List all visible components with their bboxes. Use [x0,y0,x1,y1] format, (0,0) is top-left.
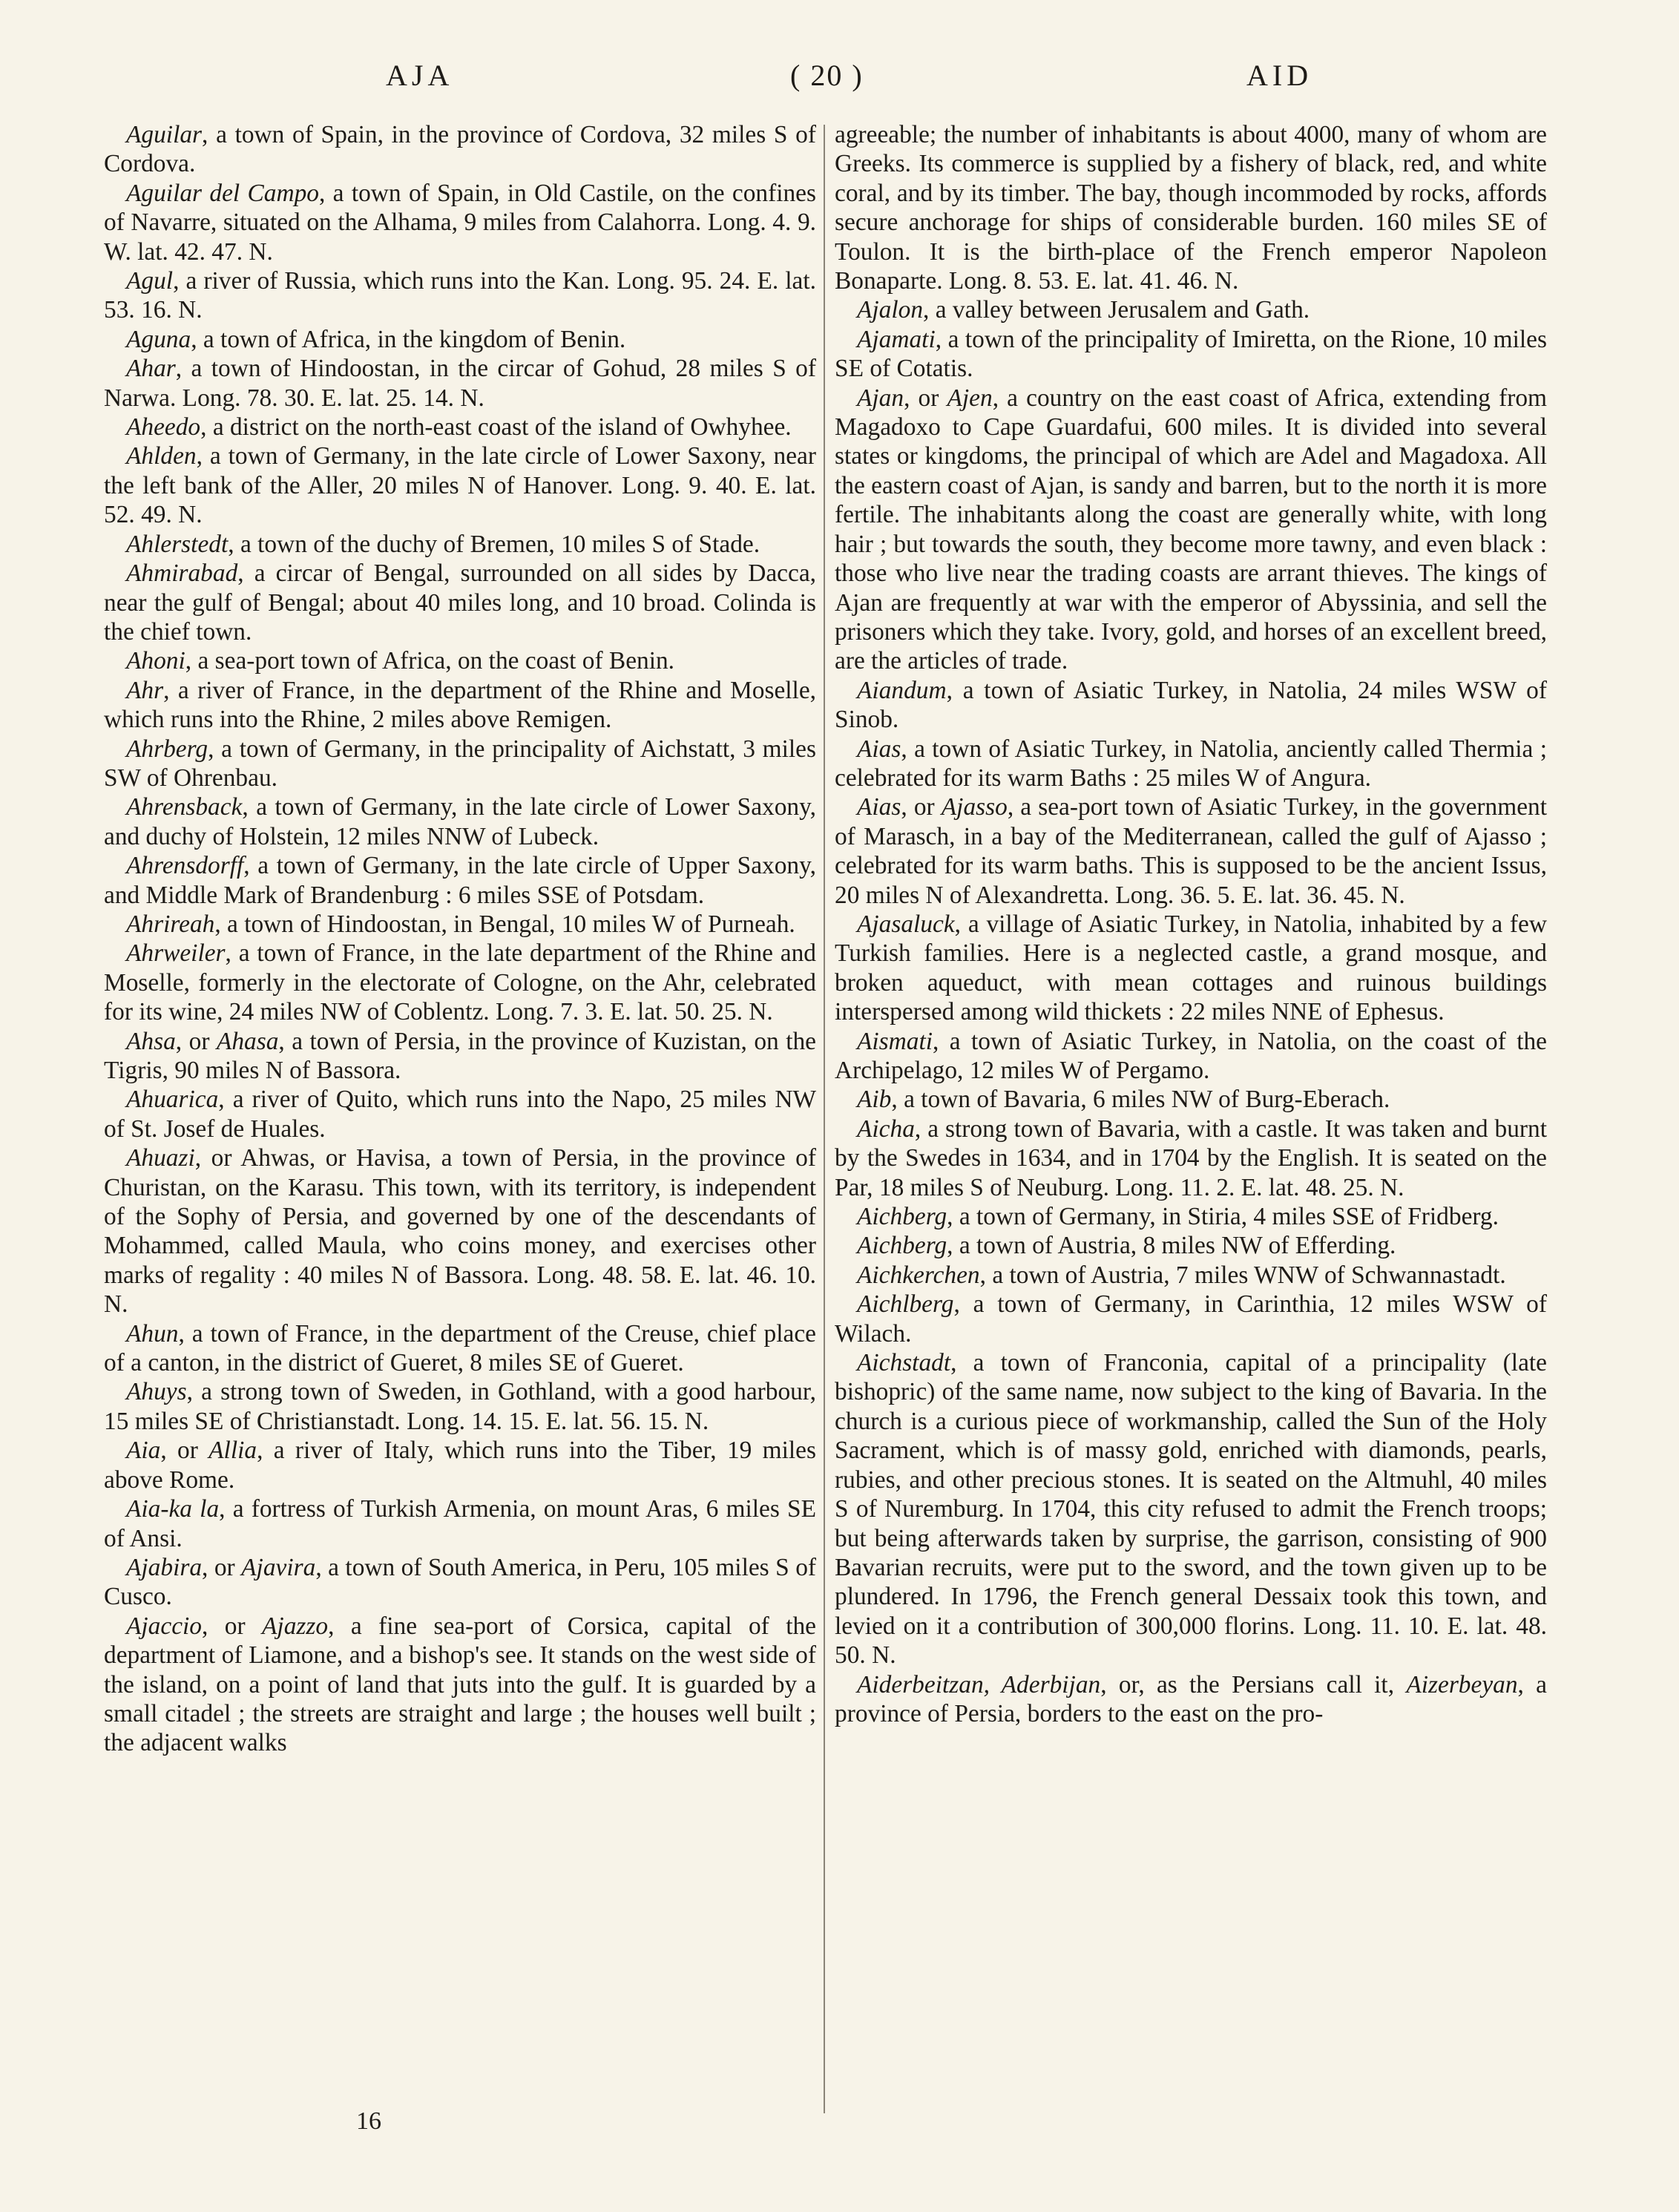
gazetteer-entry [104,1377,816,1436]
gazetteer-entry [104,851,816,910]
entry-text: , a town of Austria, 8 miles NW of Efferding. [947,1232,1396,1260]
entry-headword: Aichstadt [857,1349,951,1377]
running-header [111,58,1565,102]
entry-alternate-name: Ajavira [241,1553,316,1581]
entry-text-continued: , a province of Persia, borders to the east on the pro- [835,1670,1547,1727]
entry-headword: Aias [857,793,901,821]
entry-text: , a village of Asiatic Turkey, in Natolia, inhabited by a few Turkish families. Here is a neglected castle, a grand mosque, and broken aqueduct, with mean cottages and ruinous buildings interspersed among wild thickets : 22 miles NNE of Ephesus. [835,910,1547,1026]
gazetteer-entry [104,1027,816,1086]
entry-text: , or [160,1437,209,1465]
entry-text: , a town of Spain, in the province of Cordova, 32 miles S of Cordova. [104,121,816,178]
entry-text: , a district on the north-east coast of the island of Owhyhee. [200,413,792,442]
entry-headword: Aichlberg [857,1290,954,1319]
entry-text: , or [175,1027,217,1055]
right-column [835,120,1547,1728]
gazetteer-entry [835,792,1547,910]
entry-alternate-name: Ajazzo [262,1612,329,1640]
gazetteer-entry [104,676,816,735]
gazetteer-entry [835,1231,1547,1260]
entry-text: , a town of Africa, in the kingdom of Benin. [191,325,626,353]
gazetteer-entry [104,646,816,675]
entry-text: , a town of Germany, in the late circle of Lower Saxony, and duchy of Holstein, 12 miles NNW of Lubeck. [104,793,816,850]
gazetteer-entry [104,1494,816,1553]
entry-text: , a strong town of Bavaria, with a castle. It was taken and burnt by the Swedes in 1634, and in 1704 by the English. It is seated on the Par, 18 miles S of Neuburg. Long. 11. 2. E. lat. 48. 25. N. [835,1115,1547,1201]
entry-text: , a strong town of Sweden, in Gothland, with a good harbour, 15 miles SE of Christianstadt. Long. 14. 15. E. lat. 56. 15. N. [104,1378,816,1435]
gazetteer-entry [835,325,1547,384]
entry-headword: Aia [126,1437,161,1465]
gazetteer-entry [104,354,816,413]
entry-alternate-name: Ajen [947,384,993,412]
entry-headword: Aiderbeitzan, Aderbijan [857,1670,1101,1699]
entry-headword: Ahr [126,676,164,704]
entry-headword: Ahsa [126,1027,176,1055]
entry-headword: Ahuys [126,1378,187,1406]
entry-text: , a fortress of Turkish Armenia, on mount Aras, 6 miles SE of Ansi. [104,1495,816,1552]
gazetteer-entry [104,530,816,559]
entry-headword: Ahrensback [126,793,243,821]
gazetteer-entry [835,1115,1547,1202]
entry-headword: Agul [126,267,174,295]
entry-text: , a town of Spain, in Old Castile, on the confines of Navarre, situated on the Alhama, 9 miles from Calahorra. Long. 4. 9. W. lat. 42. 47. N. [104,179,816,266]
entry-alternate-name: Ajasso [941,793,1008,821]
gazetteer-entry [104,442,816,529]
entry-headword: Aiandum [857,676,947,704]
gazetteer-entry [104,1436,816,1494]
gazetteer-entry [104,1143,816,1319]
entry-headword: Ahun [126,1319,179,1348]
entry-alternate-name: Aizerbeyan [1406,1670,1518,1699]
entry-headword: Aichkerchen [857,1261,980,1289]
gazetteer-entry [835,1027,1547,1086]
entry-text: , a town of France, in the department of the Creuse, chief place of a canton, in the district of Gueret, 8 miles SE of Gueret. [104,1319,816,1377]
entry-headword: Ahoni [126,647,185,675]
entry-text: , or [901,793,942,821]
entry-text: , a town of Bavaria, 6 miles NW of Burg-Eberach. [891,1086,1390,1114]
entry-text-continued: , a river of Italy, which runs into the Tiber, 19 miles above Rome. [104,1437,816,1494]
entry-text: , a town of the principality of Imiretta, on the Rione, 10 miles SE of Cotatis. [835,325,1547,383]
gazetteer-entry [835,120,1547,295]
entry-text: , a river of Quito, which runs into the Napo, 25 miles NW of St. Josef de Huales. [104,1086,816,1143]
entry-text: , or [201,1612,263,1640]
entry-headword: Aichberg [857,1232,947,1260]
entry-headword: Aguilar del Campo [126,179,319,207]
entry-headword: Ahlden [126,442,197,470]
gazetteer-entry [104,120,816,179]
entry-headword: Aia-ka la [126,1495,220,1523]
entry-headword: Aichberg [857,1203,947,1231]
gazetteer-entry [104,179,816,266]
entry-text: , a town of Germany, in the late circle of Upper Saxony, and Middle Mark of Brandenburg : 6 miles SSE of Potsdam. [104,852,816,909]
gazetteer-entry [104,559,816,646]
entry-text: , or [202,1553,242,1581]
entry-text: , a river of Russia, which runs into the Kan. Long. 95. 24. E. lat. 53. 16. N. [104,267,816,324]
entry-headword: Ahrberg [126,735,208,763]
entry-text: , a town of the duchy of Bremen, 10 miles S of Stade. [228,530,760,558]
gazetteer-entry [104,792,816,851]
entry-headword: Ahlerstedt [126,530,229,558]
gazetteer-entry [104,910,816,939]
entry-headword: Ajabira [126,1553,203,1581]
gazetteer-entry [835,1348,1547,1670]
entry-text: , a valley between Jerusalem and Gath. [923,296,1310,324]
entry-headword: Ahrireah [126,910,215,938]
entry-text: , a town of Germany, in Stiria, 4 miles SSE of Fridberg. [947,1203,1499,1231]
gazetteer-entry [835,295,1547,324]
entry-text: , a town of Hindoostan, in the circar of Gohud, 28 miles S of Narwa. Long. 78. 30. E. lat. 25. 14. N. [104,355,816,412]
entry-headword: Ahar [126,355,176,383]
gazetteer-entry [104,1085,816,1143]
entry-alternate-name: Ahasa [216,1027,279,1055]
gazetteer-entry [835,1290,1547,1348]
header-left-guideword: AJA [386,59,454,92]
entry-headword: Aicha [857,1115,915,1143]
entry-text: , a town of Asiatic Turkey, in Natolia, on the coast of the Archipelago, 12 miles W of Pergamo. [835,1027,1547,1084]
gazetteer-entry [104,413,816,442]
gazetteer-entry [835,1202,1547,1231]
signature-mark: 16 [356,2107,381,2135]
gazetteer-entry [835,384,1547,676]
entry-headword: Aguilar [126,121,203,148]
entry-text: , a sea-port town of Africa, on the coast of Benin. [185,647,675,675]
entry-headword: Ajalon [857,296,924,324]
entry-text-continued: , a sea-port town of Asiatic Turkey, in the government of Marasch, in a bay of the Mediterranean, called the gulf of Ajasso ; celebrated for its warm baths. This is supposed to be the ancient Issus, 20 miles N of Alexandretta. Long. 36. 5. E. lat. 36. 45. N. [835,793,1548,909]
entry-text-continued: , a town of Persia, in the province of Kuzistan, on the Tigris, 90 miles N of Bassora. [104,1027,816,1084]
page-number: ( 20 ) [790,59,864,92]
entry-text: , a town of Germany, in the principality of Aichstatt, 3 miles SW of Ohrenbau. [104,735,816,792]
gazetteer-entry [835,735,1547,793]
entry-text: , or, as the Persians call it, [1100,1670,1407,1699]
left-column [104,120,816,1758]
entry-text: , a town of Austria, 7 miles WNW of Schwannastadt. [979,1261,1506,1289]
gazetteer-entry [835,910,1547,1027]
entry-headword: Ajamati [857,325,936,353]
column-divider [824,125,825,2113]
entry-headword: Aib [857,1086,892,1114]
entry-headword: Ajasaluck [857,910,955,938]
gazetteer-entry [104,325,816,354]
gazetteer-entry [104,939,816,1026]
gazetteer-entry [104,1612,816,1758]
gazetteer-entry [104,1553,816,1612]
entry-text: , a town of Asiatic Turkey, in Natolia, anciently called Thermia ; celebrated for its warm Baths : 25 miles W of Angura. [835,735,1547,792]
gazetteer-entry [835,1085,1547,1114]
entry-text: , a circar of Bengal, surrounded on all sides by Dacca, near the gulf of Bengal; about 40 miles long, and 10 broad. Colinda is the chief town. [104,559,816,646]
entry-headword: Aias [857,735,901,763]
gazetteer-entry [104,1319,816,1378]
entry-text: , a town of Hindoostan, in Bengal, 10 miles W of Purneah. [214,910,795,938]
entry-headword: Aguna [126,325,191,353]
entry-text-continued: , a town of South America, in Peru, 105 miles S of Cusco. [104,1553,817,1611]
gazetteer-entry [835,1261,1547,1290]
entry-alternate-name: Allia [208,1437,257,1465]
entry-text: , a town of Germany, in the late circle of Lower Saxony, near the left bank of the Aller, 20 miles N of Hanover. Long. 9. 40. E. lat. 52. 49. N. [104,442,816,529]
entry-text: , or Ahwas, or Havisa, a town of Persia, in the province of Churistan, on the Karasu. This town, with its territory, is independent of the Sophy of Persia, and governed by one of the descendants of Mohammed, called Maula, who coins money, and exercises other marks of regality : 40 miles N of Bassora. Long. 48. 58. E. lat. 46. 10. N. [104,1144,816,1319]
entry-headword: Ajan [857,384,904,412]
entry-headword: Ahuazi [126,1144,195,1172]
gazetteer-entry [104,735,816,793]
gazetteer-entry [104,266,816,325]
gazetteer-entry [835,676,1547,735]
entry-headword: Ahrweiler [126,939,226,968]
entry-headword: Aismati [857,1027,933,1055]
entry-text: , a river of France, in the department of the Rhine and Moselle, which runs into the Rhine, 2 miles above Remigen. [104,676,816,734]
entry-text: agreeable; the number of inhabitants is about 4000, many of whom are Greeks. Its commerce is supplied by a fishery of black, red, and white coral, and by its timber. The bay, though incommoded by rocks, affords secure anchorage for ships of considerable burden. 160 miles SE of Toulon. It is the birth-place of the French emperor Napoleon Bonaparte. Long. 8. 53. E. lat. 41. 46. N. [835,121,1547,295]
gazetteer-entry [835,1670,1547,1729]
entry-text: , a town of Asiatic Turkey, in Natolia, 24 miles WSW of Sinob. [835,676,1547,734]
entry-text-continued: , a fine sea-port of Corsica, capital of the department of Liamone, and a bishop's see. It stands on the west side of the island, on a point of land that juts into the gulf. It is guarded by a small citadel ; the streets are straight and large ; the houses well built ; the adjacent walks [104,1612,816,1757]
header-right-guideword: AID [1246,59,1313,92]
entry-text-continued: , a country on the east coast of Africa, extending from Magadoxo to Cape Guardafui, 600 miles. It is divided into several states or kingdoms, the principal of which are Adel and Magadoxa. All the eastern coast of Ajan, is sandy and barren, but to the north it is more fertile. The inhabitants along the coast are generally white, with long hair ; but towards the south, they become more tawny, and even black : those who live near the trading coasts are arrant thieves. The kings of Ajan are frequently at war with the emperor of Abyssinia, and sell the prisoners which they take. Ivory, gold, and horses of an excellent breed, are the articles of trade. [835,384,1548,675]
entry-text: , or [904,384,947,412]
entry-headword: Aheedo [126,413,201,442]
entry-text: , a town of Franconia, capital of a principality (late bishopric) of the same name, now subject to the king of Bavaria. In the church is a curious piece of workmanship, called the Sun of the Holy Sacrament, which is of massy gold, enriched with diamonds, pearls, rubies, and other precious stones. It is seated on the Altmuhl, 40 miles S of Nuremburg. In 1704, this city refused to admit the French troops; but being afterwards taken by surprise, the garrison, consisting of 900 Bavarian recruits, were put to the sword, and the town given up to be plundered. In 1796, the French general Dessaix took this town, and levied on it a contribution of 300,000 florins. Long. 11. 10. E. lat. 48. 50. N. [835,1349,1547,1670]
entry-headword: Ahmirabad [126,559,238,588]
entry-headword: Ahrensdorff [126,852,244,880]
entry-headword: Ajaccio [126,1612,202,1640]
entry-text: , a town of France, in the late department of the Rhine and Moselle, formerly in the electorate of Cologne, on the Ahr, celebrated for its wine, 24 miles NW of Coblentz. Long. 7. 3. E. lat. 50. 25. N. [104,939,816,1026]
entry-text: , a town of Germany, in Carinthia, 12 miles WSW of Wilach. [835,1290,1547,1348]
entry-headword: Ahuarica [126,1086,219,1114]
